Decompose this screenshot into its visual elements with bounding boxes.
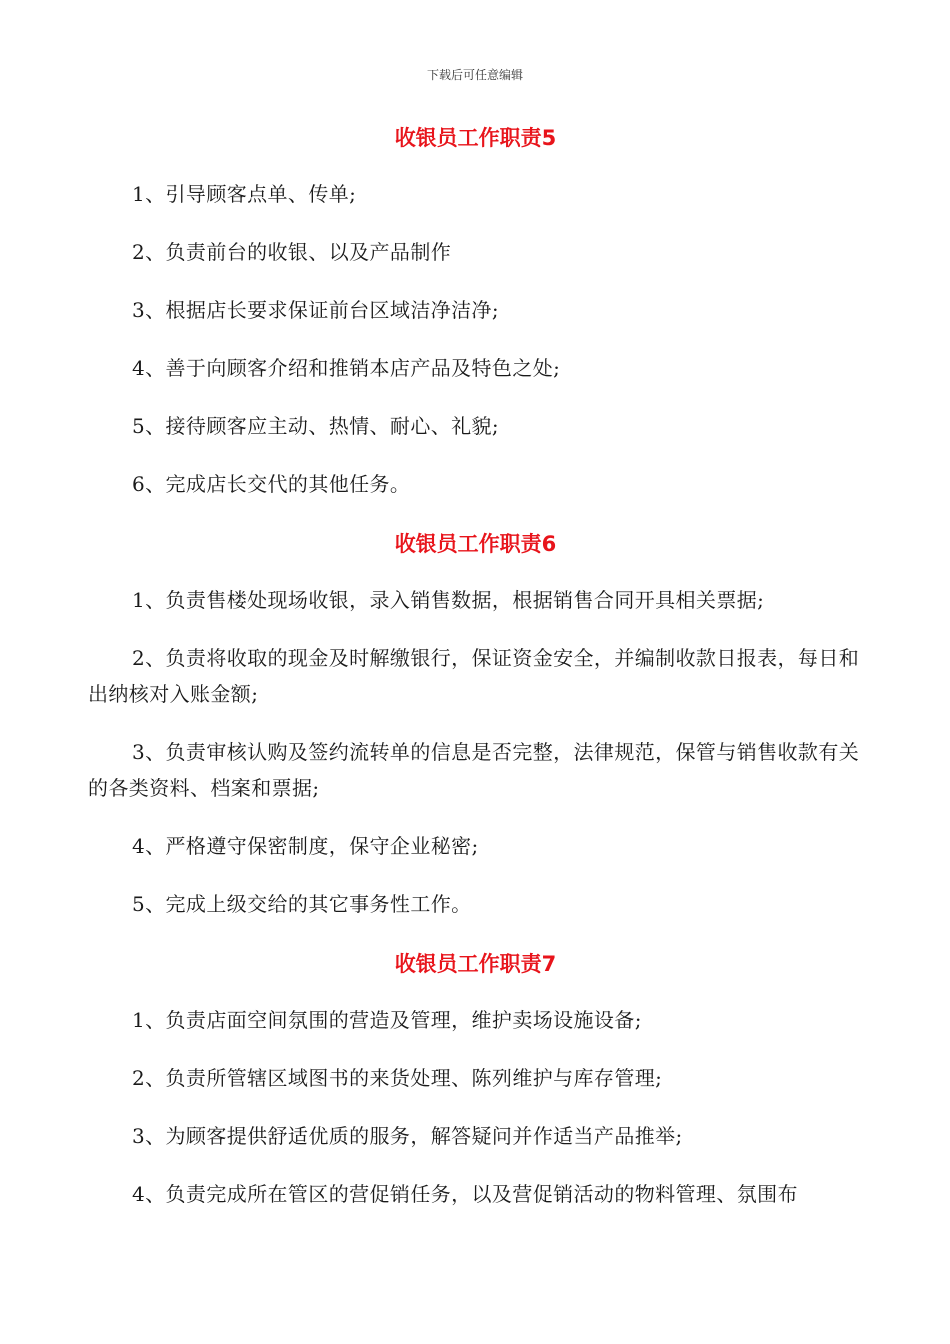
duty-item: 2、负责将收取的现金及时解缴银行，保证资金安全，并编制收款日报表，每日和出纳核对入账金额; [88,646,860,706]
duty-item: 1、负责店面空间氛围的营造及管理，维护卖场设施设备; [132,1008,642,1032]
duty-item: 3、负责审核认购及签约流转单的信息是否完整，法律规范，保管与销售收款有关的各类资料、档案和票据; [88,740,860,800]
section-title-6: 收银员工作职责6 [394,532,557,556]
duty-item: 4、严格遵守保密制度，保守企业秘密; [132,834,479,858]
section-title-5: 收银员工作职责5 [394,126,557,150]
duty-item: 3、为顾客提供舒适优质的服务，解答疑问并作适当产品推举; [132,1124,683,1148]
duty-item: 6、完成店长交代的其他任务。 [132,472,411,496]
duty-item: 4、负责完成所在管区的营促销任务，以及营促销活动的物料管理、氛围布 [132,1182,798,1206]
duty-item: 2、负责所管辖区域图书的来货处理、陈列维护与库存管理; [132,1066,663,1090]
duty-item: 5、接待顾客应主动、热情、耐心、礼貌; [132,414,500,438]
duty-item: 1、引导顾客点单、传单; [132,182,357,206]
duty-item: 5、完成上级交给的其它事务性工作。 [132,892,472,916]
duty-item: 1、负责售楼处现场收银，录入销售数据，根据销售合同开具相关票据; [132,588,765,612]
duty-item: 4、善于向顾客介绍和推销本店产品及特色之处; [132,356,561,380]
document-content [88,118,863,1234]
header-note: 下载后可任意编辑 [426,68,523,82]
duty-item: 3、根据店长要求保证前台区域洁净洁净; [132,298,500,322]
section-title-7: 收银员工作职责7 [394,952,557,976]
duty-item: 2、负责前台的收银、以及产品制作 [132,240,452,264]
